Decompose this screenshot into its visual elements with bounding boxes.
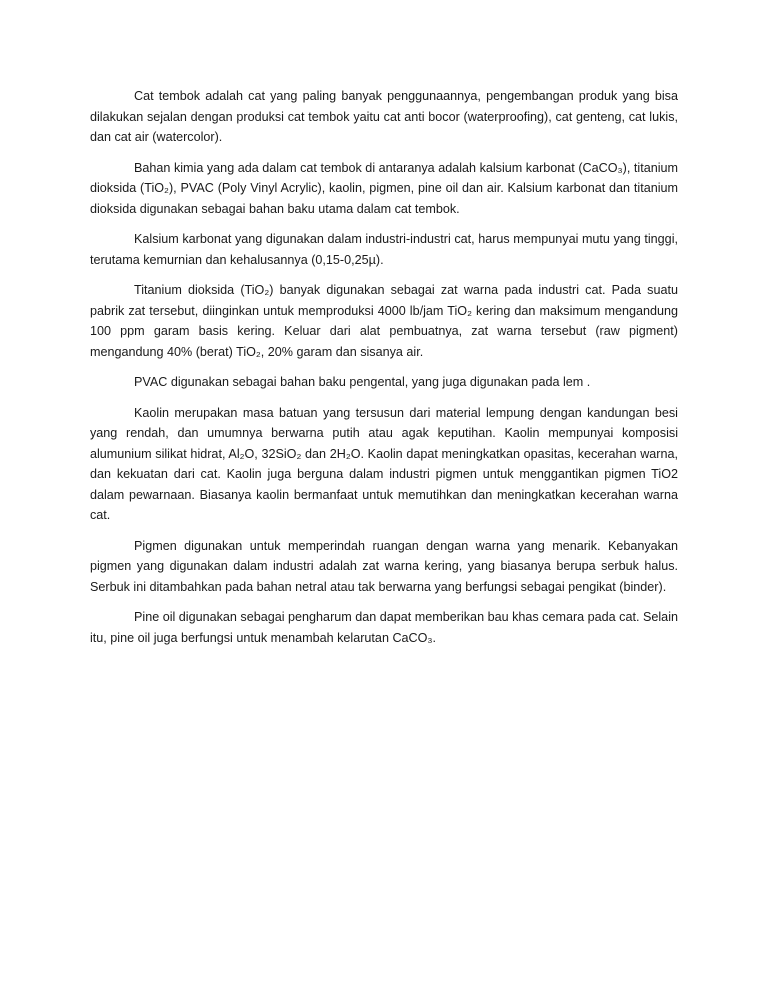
paragraph-pigmen [90, 536, 678, 598]
paragraph-kaolin [90, 403, 678, 526]
paragraph-text: Kalsium karbonat yang digunakan dalam industri-industri cat, harus mempunyai mutu yang tinggi, terutama kemurnian dan kehalusannya (0,15-0,25µ). [90, 232, 678, 267]
paragraph-text: Cat tembok adalah cat yang paling banyak penggunaannya, pengembangan produk yang bisa dilakukan sejalan dengan produksi cat tembok yaitu cat anti bocor (waterproofing), cat genteng, cat lukis, dan cat air (watercolor). [90, 89, 678, 144]
paragraph-text: Titanium dioksida (TiO₂) banyak digunakan sebagai zat warna pada industri cat. Pada suatu pabrik zat tersebut, diinginkan untuk memproduksi 4000 lb/jam TiO₂ kering dan maksimum mengandung 100 ppm garam basis kering. Keluar dari alat pembuatnya, zat warna tersebut (raw pigment) mengandung 40% (berat) TiO₂, 20% garam dan sisanya air. [90, 283, 678, 359]
paragraph-pvac [90, 372, 678, 393]
paragraph-pine-oil [90, 607, 678, 648]
paragraph-cat-tembok [90, 86, 678, 148]
paragraph-text: Pine oil digunakan sebagai pengharum dan dapat memberikan bau khas cemara pada cat. Selain itu, pine oil juga berfungsi untuk menambah kelarutan CaCO₃. [90, 610, 678, 645]
paragraph-bahan-kimia [90, 158, 678, 220]
paragraph-text: PVAC digunakan sebagai bahan baku pengental, yang juga digunakan pada lem . [134, 375, 591, 389]
paragraph-text: Pigmen digunakan untuk memperindah ruangan dengan warna yang menarik. Kebanyakan pigmen yang digunakan dalam industri adalah zat warna kering, yang biasanya berupa serbuk halus. Serbuk ini ditambahkan pada bahan netral atau tak berwarna yang berfungsi sebagai pengikat (binder). [90, 538, 678, 594]
paragraph-kalsium-karbonat [90, 229, 678, 270]
paragraph-text: Kaolin merupakan masa batuan yang tersusun dari material lempung dengan kandungan besi yang rendah, dan umumnya berwarna putih atau agak keputihan. Kaolin mempunyai komposisi alumunium silikat hidrat, Al₂O, 32SiO₂ dan 2H₂O. Kaolin dapat meningkatkan opasitas, kecerahan warna, dan kekuatan dari cat. Kaolin juga berguna dalam industri pigmen untuk menggantikan pigmen TiO2 dalam pewarnaan. Biasanya kaolin bermanfaat untuk memutihkan dan meningkatkan kecerahan warna cat. [90, 405, 678, 522]
paragraph-titanium-dioksida [90, 280, 678, 362]
document-body [90, 86, 678, 658]
paragraph-text: Bahan kimia yang ada dalam cat tembok di antaranya adalah kalsium karbonat (CaCO₃), titanium dioksida (TiO₂), PVAC (Poly Vinyl Acrylic), kaolin, pigmen, pine oil dan air. Kalsium karbonat dan titanium dioksida digunakan sebagai bahan baku utama dalam cat tembok. [90, 160, 678, 216]
